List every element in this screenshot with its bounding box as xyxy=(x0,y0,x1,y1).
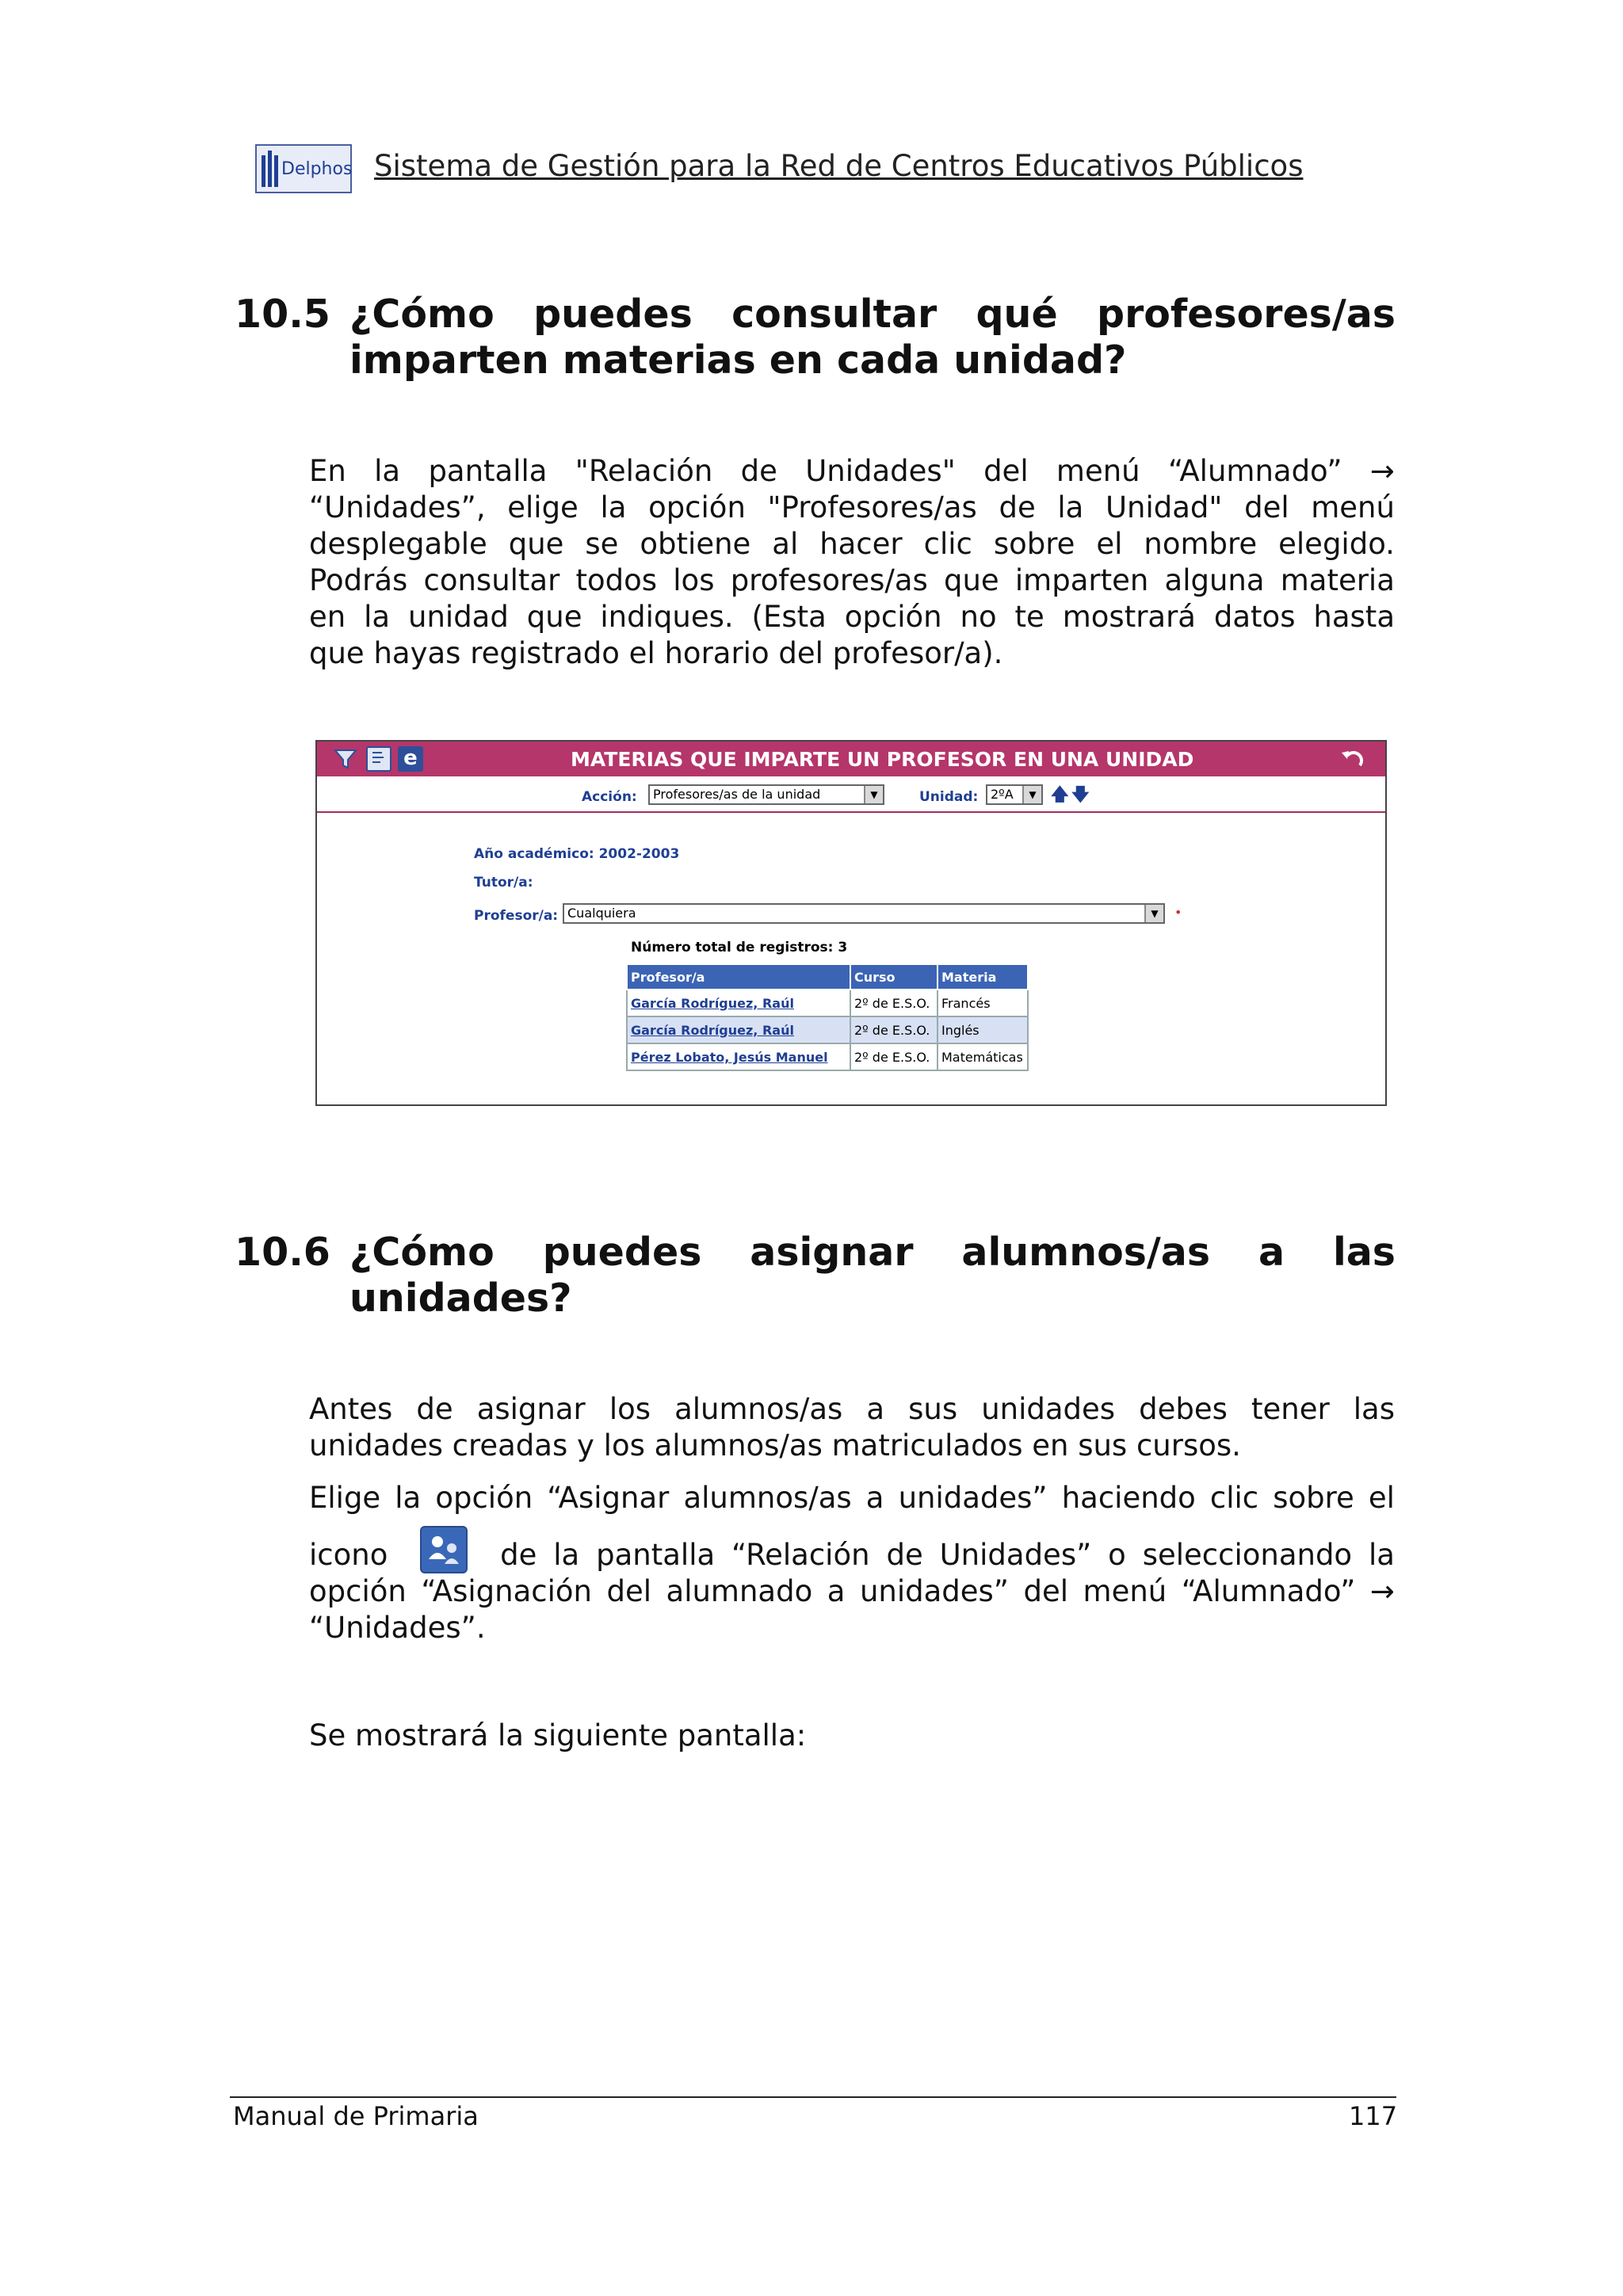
column-header[interactable]: Materia xyxy=(938,964,1028,990)
materia-cell: Inglés xyxy=(938,1016,1028,1043)
page-number: 117 xyxy=(1349,2101,1398,2131)
paragraph-line: “Unidades”. xyxy=(309,1611,486,1645)
paragraph-line: Antes de asignar los alumnos/as a sus unidades debes tener las xyxy=(309,1392,1395,1426)
subjects-table xyxy=(626,963,1029,1071)
section-10-6-paragraph-1 xyxy=(309,1391,1395,1464)
section-number: 10.6 xyxy=(235,1230,330,1275)
section-title-line1: ¿Cómo puedes asignar alumnos/as a las xyxy=(349,1230,1396,1275)
unidad-select[interactable]: 2ºA ▼ xyxy=(986,784,1043,805)
section-title-line1: ¿Cómo puedes consultar qué profesores/as xyxy=(349,292,1396,337)
embedded-screenshot xyxy=(315,740,1387,1106)
section-10-5-heading xyxy=(235,292,1400,387)
profesor-label: Profesor/a: xyxy=(474,908,559,924)
logo-text: Delphos xyxy=(281,158,353,179)
curso-cell: 2º de E.S.O. xyxy=(850,990,938,1016)
section-10-6-paragraph-2 xyxy=(309,1480,1395,1646)
section-10-6-paragraph-3 xyxy=(309,1718,1395,1754)
column-header[interactable]: Profesor/a xyxy=(627,964,850,990)
unidad-label: Unidad: xyxy=(919,789,979,805)
profesor-link[interactable]: García Rodríguez, Raúl xyxy=(631,995,794,1011)
required-mark: • xyxy=(1174,905,1182,920)
filter-icon[interactable] xyxy=(333,746,358,772)
section-number: 10.5 xyxy=(235,292,330,337)
chevron-down-icon: ▼ xyxy=(864,786,883,803)
section-10-6-heading xyxy=(235,1230,1400,1325)
curso-cell: 2º de E.S.O. xyxy=(850,1016,938,1043)
divider xyxy=(317,811,1385,813)
accion-select[interactable]: Profesores/as de la unidad ▼ xyxy=(648,784,884,805)
paragraph-line: que hayas registrado el horario del profesor/a). xyxy=(309,636,1003,670)
section-10-5-paragraph xyxy=(309,453,1395,672)
paragraph-line: En la pantalla "Relación de Unidades" del menú “Alumnado” → xyxy=(309,454,1395,488)
tutor-label: Tutor/a: xyxy=(474,875,533,891)
profesor-link[interactable]: Pérez Lobato, Jesús Manuel xyxy=(631,1049,828,1065)
paragraph-line: “Unidades”, elige la opción "Profesores/as de la Unidad" del menú xyxy=(309,490,1395,524)
profesor-cell[interactable] xyxy=(627,990,850,1016)
panel-title: MATERIAS QUE IMPARTE UN PROFESOR EN UNA UNIDAD xyxy=(571,748,1194,771)
table-header-row xyxy=(627,964,1028,990)
profesor-cell[interactable] xyxy=(627,1016,850,1043)
document-icon[interactable] xyxy=(366,746,391,772)
record-count: Número total de registros: 3 xyxy=(631,940,848,955)
anio-academico-label: Año académico: 2002-2003 xyxy=(474,846,680,862)
paragraph-line: icono de la pantalla “Relación de Unidades” o seleccionando la xyxy=(309,1516,1395,1573)
accion-label: Acción: xyxy=(582,789,637,805)
chevron-down-icon: ▼ xyxy=(1144,905,1163,922)
profesor-link[interactable]: García Rodríguez, Raúl xyxy=(631,1022,794,1038)
profesor-select[interactable]: Cualquiera ▼ xyxy=(563,903,1165,924)
pillars-icon xyxy=(262,151,278,187)
back-arrow-icon[interactable] xyxy=(1339,748,1366,770)
assign-students-icon xyxy=(420,1526,468,1573)
section-title-line2: imparten materias en cada unidad? xyxy=(349,338,1127,383)
paragraph-line: unidades creadas y los alumnos/as matriculados en sus cursos. xyxy=(309,1428,1241,1463)
arrow-down-icon[interactable]: 🡇 xyxy=(1071,785,1090,805)
paragraph-line: Podrás consultar todos los profesores/as que imparten alguna materia xyxy=(309,563,1395,597)
panel-title-bar xyxy=(317,742,1385,776)
paragraph-line: desplegable que se obtiene al hacer clic sobre el nombre elegido. xyxy=(309,527,1395,561)
export-e-icon[interactable]: e xyxy=(398,746,423,772)
table-row xyxy=(627,1043,1028,1070)
column-header[interactable]: Curso xyxy=(850,964,938,990)
table-row xyxy=(627,1016,1028,1043)
arrow-up-icon[interactable]: 🡅 xyxy=(1051,785,1069,805)
materia-cell: Francés xyxy=(938,990,1028,1016)
paragraph-line: Se mostrará la siguiente pantalla: xyxy=(309,1718,807,1753)
footer-divider xyxy=(230,2096,1396,2098)
paragraph-line: en la unidad que indiques. (Esta opción no te mostrará datos hasta xyxy=(309,600,1395,634)
footer-manual-title: Manual de Primaria xyxy=(233,2101,479,2131)
header-title: Sistema de Gestión para la Red de Centros Educativos Públicos xyxy=(374,149,1304,183)
chevron-down-icon: ▼ xyxy=(1022,786,1041,803)
paragraph-line: opción “Asignación del alumnado a unidades” del menú “Alumnado” → xyxy=(309,1574,1395,1608)
delphos-logo xyxy=(255,144,352,193)
profesor-cell[interactable] xyxy=(627,1043,850,1070)
section-title-line2: unidades? xyxy=(349,1276,572,1321)
paragraph-line: Elige la opción “Asignar alumnos/as a unidades” haciendo clic sobre el xyxy=(309,1481,1395,1515)
table-row xyxy=(627,990,1028,1016)
curso-cell: 2º de E.S.O. xyxy=(850,1043,938,1070)
materia-cell: Matemáticas xyxy=(938,1043,1028,1070)
page-header xyxy=(255,144,1396,200)
